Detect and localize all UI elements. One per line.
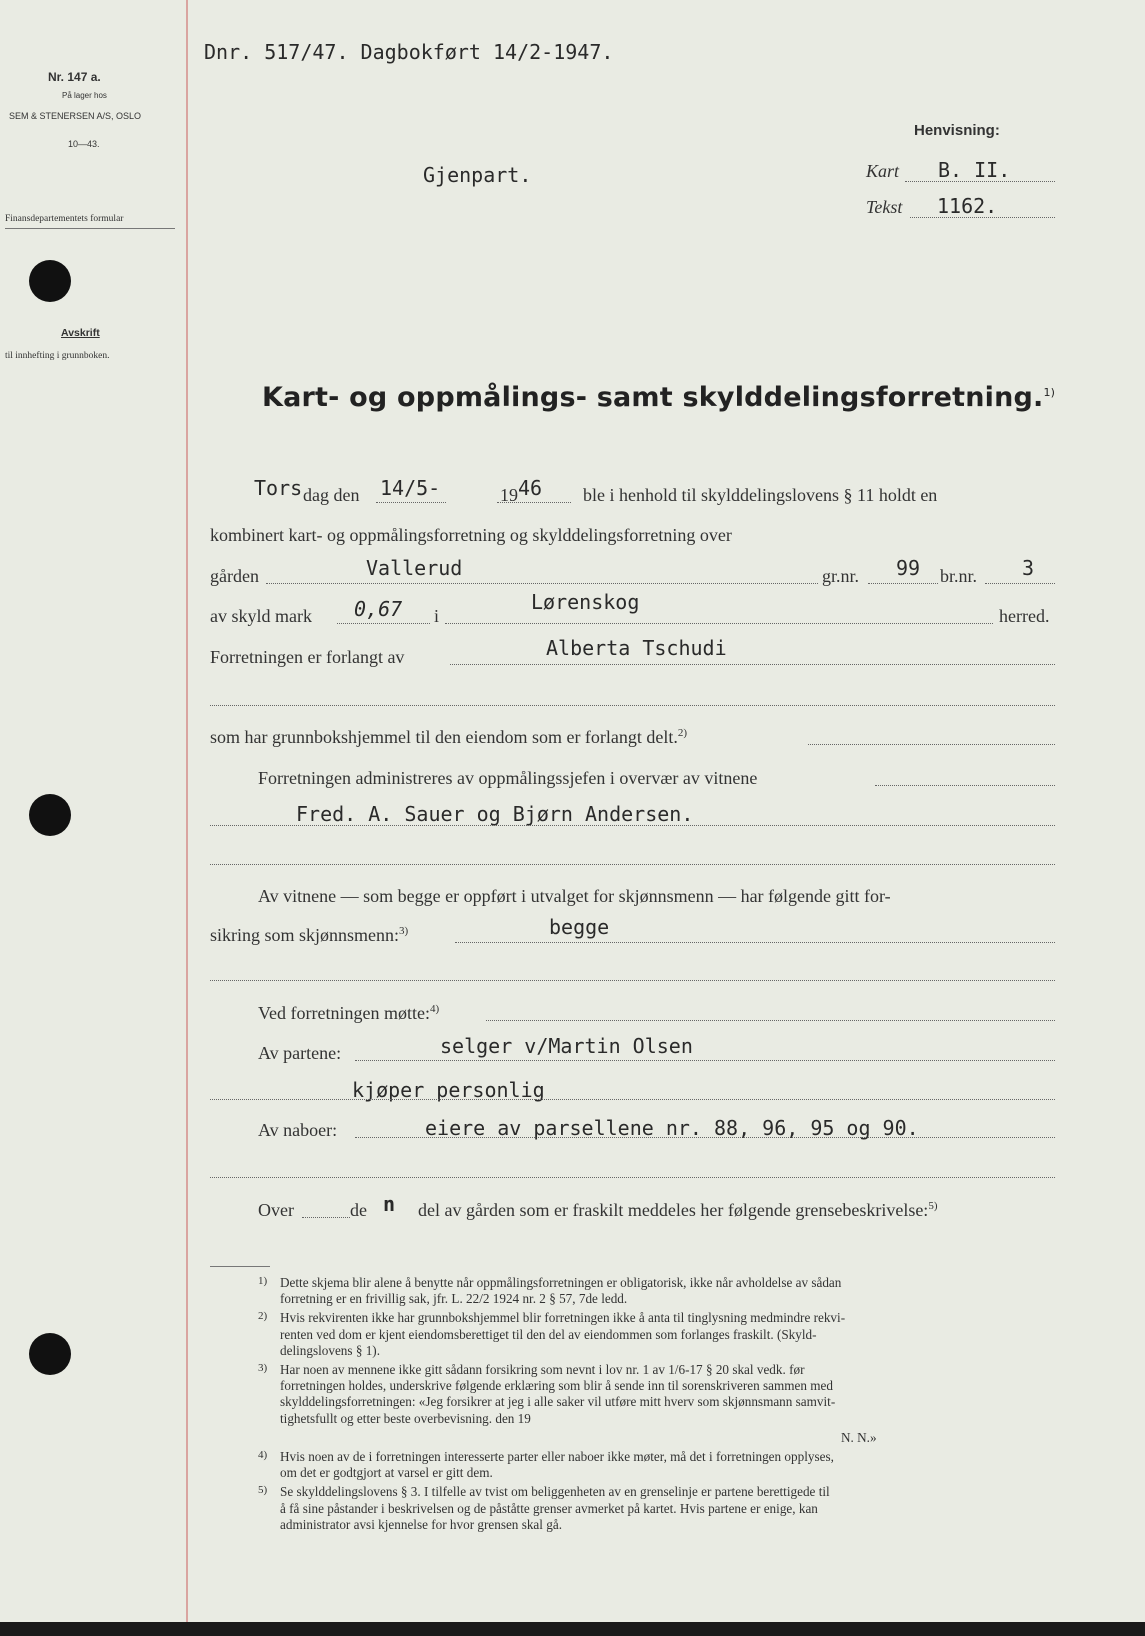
punch-hole-top [29, 260, 71, 302]
sentence-2: kombinert kart- og oppmålingsforretning og skylddelingsforretning over [210, 525, 732, 545]
footnote-line: forretning er en frivillig sak, jfr. L. 22/2 1924 nr. 2 § 57, 7de ledd. [280, 1291, 628, 1307]
footnote-line: Se skylddelingslovens § 3. I tilfelle av tvist om beliggenheten av en grenselinje er partene berettigede til [280, 1484, 830, 1500]
partene-dotline-2 [210, 1099, 1055, 1100]
dag-den-label: dag den [303, 485, 360, 505]
forlangt-label: Forretningen er forlangt av [210, 647, 405, 667]
kart-label: Kart [866, 161, 900, 181]
garden-value: Vallerud [366, 556, 463, 580]
naboer-dotline-2 [210, 1177, 1055, 1178]
skyld-label: av skyld mark [210, 606, 312, 626]
grnr-value: 99 [896, 556, 921, 580]
naboer-label: Av naboer: [258, 1120, 338, 1140]
brnr-dotline [985, 583, 1055, 584]
forlangt-dotline-2 [210, 705, 1055, 706]
vitner-dotline [210, 825, 1055, 826]
footnote-separator [210, 1266, 270, 1267]
gjenpart-label: Gjenpart. [423, 163, 532, 187]
footnote-line: N. N.» [841, 1429, 877, 1445]
printer-line-2: SEM & STENERSEN A/S, OSLO [9, 111, 142, 121]
day-prefix: Tors [254, 476, 303, 500]
year-value: 46 [518, 476, 543, 500]
hjemmel-text-body: som har grunnbokshjemmel til den eiendom som er forlangt delt. [210, 727, 678, 747]
forsikring-value: begge [549, 915, 610, 939]
herred-label: herred. [999, 606, 1050, 626]
margin-line [186, 0, 188, 1622]
footnote-line: om det er godtgjort at varsel er gitt dem. [280, 1465, 493, 1481]
footnote-line: forretningen holdes, underskrive følgende erklæring som blir å sende inn til sorenskriveren sammen med [280, 1378, 833, 1394]
motte-dotline [486, 1020, 1055, 1021]
year-prefix: 19 [500, 485, 518, 505]
brnr-label: br.nr. [940, 566, 978, 586]
henvisning-label: Henvisning: [914, 122, 1000, 139]
over-note: 5) [928, 1200, 938, 1212]
herred-value: Lørenskog [531, 590, 640, 614]
footnote-line: å få sine påstander i beskrivelsen og de påståtte grenser avmerket på kartet. Hvis partene er enige, kan [280, 1500, 818, 1516]
footnote-line: Har noen av mennene ikke gitt sådann forsikring som nevnt i lov nr. 1 av 1/6-17 § 20 skal vedk. før [280, 1362, 805, 1377]
avskrift-label: Avskrift [61, 327, 100, 339]
footnote-mark: 5) [258, 1484, 268, 1497]
de-value: n [383, 1192, 396, 1216]
year-dotline [497, 502, 571, 503]
partene-dotline [355, 1060, 1055, 1061]
footnote-line: Hvis noen av de i forretningen interesserte parter eller naboer ikke møter, må det i forretningen opplyses, [280, 1449, 834, 1464]
title-note: 1) [1043, 386, 1056, 399]
forsikring-line-2 [210, 925, 408, 946]
motte-label [258, 1003, 439, 1024]
footnote-mark: 3) [258, 1362, 268, 1374]
herred-dotline [445, 623, 993, 624]
forsikring-note: 3) [399, 925, 409, 937]
garden-dotline [266, 583, 818, 584]
avskrift-subtitle: til innhefting i grunnboken. [5, 351, 110, 361]
footnote-line: Dette skjema blir alene å benytte når oppmålingsforretningen er obligatorisk, ikke når avholdelse av sådan [280, 1275, 842, 1290]
forsikring-dotline [455, 942, 1055, 943]
brnr-value: 3 [1022, 556, 1035, 580]
naboer-value: eiere av parsellene nr. 88, 96, 95 og 90. [425, 1116, 919, 1140]
forlangt-dotline [450, 664, 1055, 665]
skyld-value: 0,67 [354, 597, 403, 621]
partene-value-1: selger v/Martin Olsen [440, 1034, 693, 1058]
kart-value: B. II. [938, 158, 1011, 182]
form-number: Nr. 147 a. [48, 70, 101, 84]
motte-note: 4) [429, 1003, 440, 1015]
de-label: de [350, 1200, 367, 1220]
hjemmel-text [210, 727, 687, 748]
footnote-line: Hvis rekvirenten ikke har grunnbokshjemmel blir forretningen ikke å anta til tinglysning medmindre rekvi- [280, 1310, 846, 1326]
footnote-line: administrator avsi kjennelse for hvor grensen skal gå. [280, 1516, 562, 1532]
over-text-body: del av gården som er fraskilt meddeles her følgende grensebeskrivelse: [418, 1200, 929, 1220]
garden-label: gården [210, 566, 259, 586]
i-label: i [434, 606, 440, 626]
vitner-dotline-2 [210, 864, 1055, 865]
date-dotline [376, 502, 446, 503]
footnote-line: tighetsfullt og etter beste overbevisning. den 19 [280, 1410, 531, 1426]
sentence-1: ble i henhold til skylddelingslovens § 11 holdt en [583, 485, 938, 505]
admin-text: Forretningen administreres av oppmålingssjefen i overvær av vitnene [258, 768, 758, 788]
grnr-dotline [868, 583, 938, 584]
printer-line-1: På lager hos [62, 91, 107, 100]
footnote-mark: 2) [258, 1310, 268, 1323]
vitner-value: Fred. A. Sauer og Bjørn Andersen. [296, 802, 694, 826]
tekst-value: 1162. [937, 194, 998, 218]
over-text [418, 1200, 937, 1221]
skyld-dotline [337, 623, 430, 624]
admin-dotline [875, 785, 1055, 786]
footnote-line: skylddelingsforretningen: «Jeg forsikrer at jeg i alle saker vil utføre mitt hverv som skjønnsmann samvit- [280, 1394, 836, 1410]
date-code: 10—43. [68, 139, 100, 149]
footnote-mark: 1) [258, 1275, 268, 1287]
department-label: Finansdepartementets formular [5, 214, 124, 224]
date-value: 14/5- [380, 476, 441, 500]
tekst-label: Tekst [866, 197, 903, 217]
footnote-line: renten ved dom er kjent eiendomsberettiget til den del av eiendommen som forlanges fraskilt. (Skyld- [280, 1326, 817, 1342]
motte-label-text: Ved forretningen møtte: [258, 1003, 430, 1023]
forsikring-dotline-2 [210, 980, 1055, 981]
forlangt-value: Alberta Tschudi [546, 636, 727, 660]
hjemmel-dotline [808, 744, 1055, 745]
footnote-mark: 4) [258, 1449, 268, 1461]
document-title [262, 382, 1055, 413]
partene-value-2: kjøper personlig [352, 1078, 545, 1102]
journal-number: Dnr. 517/47. Dagbokført 14/2-1947. [204, 40, 614, 64]
hjemmel-note: 2) [677, 727, 688, 739]
department-rule [5, 228, 175, 229]
punch-hole-bottom [29, 1333, 71, 1375]
document-title-text: Kart- og oppmålings- samt skylddelingsforretning. [262, 382, 1044, 413]
footnote-line: delingslovens § 1). [280, 1342, 380, 1358]
grnr-label: gr.nr. [822, 566, 860, 586]
forsikring-line-2-text: sikring som skjønnsmenn: [210, 925, 400, 945]
over-dotline [302, 1217, 350, 1218]
over-label: Over [258, 1200, 294, 1220]
punch-hole-middle [29, 794, 71, 836]
partene-label: Av partene: [258, 1043, 342, 1063]
forsikring-line-1: Av vitnene — som begge er oppført i utvalget for skjønnsmenn — har følgende gitt for- [258, 886, 891, 906]
